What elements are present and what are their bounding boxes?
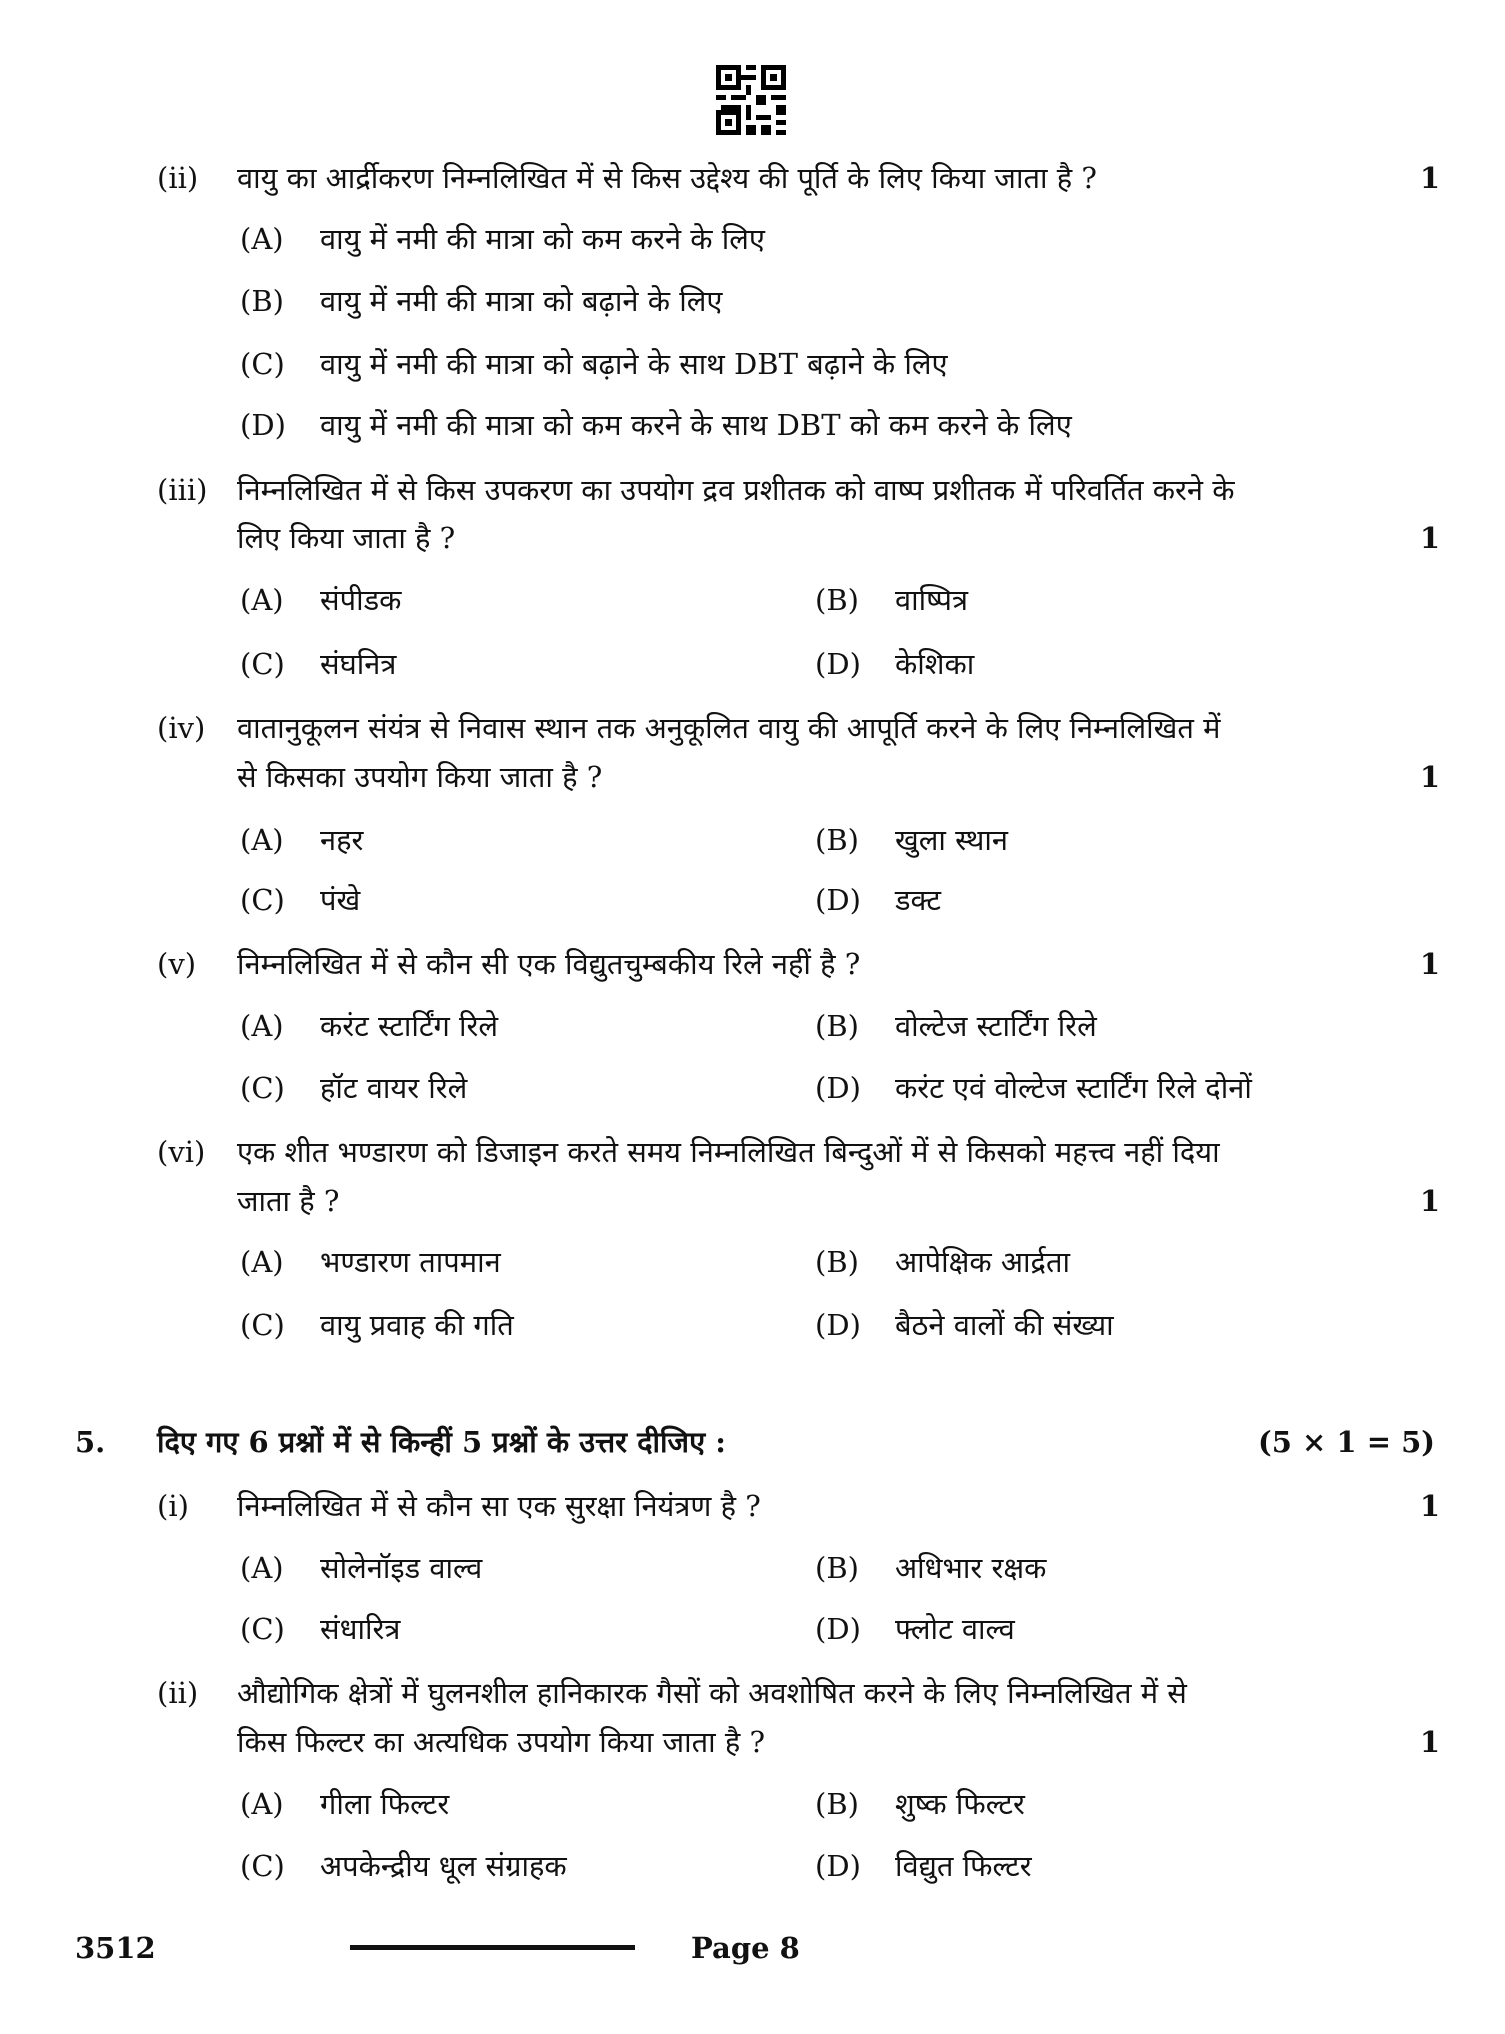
question-text: किस फिल्टर का अत्यधिक उपयोग किया जाता है ? — [237, 1725, 766, 1759]
option-text: बैठने वालों की संख्या — [895, 1308, 1114, 1342]
question-text: वातानुकूलन संयंत्र से निवास स्थान तक अनुकूलित वायु की आपूर्ति करने के लिए निम्नलिखित में — [237, 711, 1221, 745]
option-label: (B) — [815, 1009, 859, 1043]
option-label: (A) — [240, 1245, 284, 1279]
option-label: (A) — [240, 1009, 284, 1043]
question-marks: 1 — [1419, 1489, 1440, 1523]
option-label: (D) — [815, 647, 861, 681]
qr-code — [716, 64, 786, 136]
option-text: करंट एवं वोल्टेज स्टार्टिंग रिले दोनों — [895, 1071, 1252, 1105]
option-text: डक्ट — [895, 883, 941, 917]
option-text: वायु में नमी की मात्रा को कम करने के साथ DBT को कम करने के लिए — [320, 408, 1072, 442]
option-label: (C) — [240, 1071, 285, 1105]
option-label: (C) — [240, 647, 285, 681]
option-label: (D) — [815, 1612, 861, 1646]
question-marks: 1 — [1419, 521, 1440, 555]
question-marks: 1 — [1419, 1184, 1440, 1218]
option-text: संपीडक — [320, 583, 402, 617]
footer-divider — [350, 1945, 635, 1950]
option-label: (A) — [240, 583, 284, 617]
option-text: नहर — [320, 823, 364, 857]
question-number: (ii) — [157, 161, 199, 195]
option-text: फ्लोट वाल्व — [895, 1612, 1015, 1646]
option-text: शुष्क फिल्टर — [895, 1787, 1025, 1821]
question-marks: 1 — [1419, 1725, 1440, 1759]
option-label: (B) — [815, 583, 859, 617]
option-text: आपेक्षिक आर्द्रता — [895, 1245, 1070, 1279]
option-label: (D) — [815, 883, 861, 917]
option-label: (C) — [240, 1308, 285, 1342]
option-text: खुला स्थान — [895, 823, 1008, 857]
option-label: (A) — [240, 1787, 284, 1821]
option-text: भण्डारण तापमान — [320, 1245, 501, 1279]
option-text: करंट स्टार्टिंग रिले — [320, 1009, 499, 1043]
option-label: (D) — [240, 408, 286, 442]
option-label: (B) — [240, 284, 284, 318]
question-marks: 1 — [1419, 760, 1440, 794]
option-text: हॉट वायर रिले — [320, 1071, 468, 1105]
option-label: (C) — [240, 347, 285, 381]
option-label: (B) — [815, 823, 859, 857]
option-text: केशिका — [895, 647, 975, 681]
question-text: लिए किया जाता है ? — [237, 521, 456, 555]
question-number: (ii) — [157, 1676, 199, 1710]
option-text: वोल्टेज स्टार्टिंग रिले — [895, 1009, 1097, 1043]
question-number: (vi) — [157, 1135, 206, 1169]
question-text: औद्योगिक क्षेत्रों में घुलनशील हानिकारक गैसों को अवशोषित करने के लिए निम्नलिखित में से — [237, 1676, 1187, 1710]
option-label: (D) — [815, 1071, 861, 1105]
option-label: (C) — [240, 883, 285, 917]
option-label: (A) — [240, 1551, 284, 1585]
question-marks: 1 — [1419, 947, 1440, 981]
option-text: संघनित्र — [320, 647, 397, 681]
option-label: (B) — [815, 1551, 859, 1585]
option-text: वायु प्रवाह की गति — [320, 1308, 514, 1342]
option-text: पंखे — [320, 883, 361, 917]
option-label: (D) — [815, 1308, 861, 1342]
question-text: निम्नलिखित में से किस उपकरण का उपयोग द्रव प्रशीतक को वाष्प प्रशीतक में परिवर्तित करने के — [237, 473, 1235, 507]
question-text: जाता है ? — [237, 1184, 340, 1218]
question-text: एक शीत भण्डारण को डिजाइन करते समय निम्नलिखित बिन्दुओं में से किसको महत्त्व नहीं दिया — [237, 1135, 1220, 1169]
question-text: निम्नलिखित में से कौन सी एक विद्युतचुम्बकीय रिले नहीं है ? — [237, 947, 861, 981]
option-label: (D) — [815, 1849, 861, 1883]
question-number: (i) — [157, 1489, 189, 1523]
option-text: विद्युत फिल्टर — [895, 1849, 1032, 1883]
option-text: संधारित्र — [320, 1612, 401, 1646]
question-text: निम्नलिखित में से कौन सा एक सुरक्षा नियंत्रण है ? — [237, 1489, 761, 1523]
question-number: (v) — [157, 947, 197, 981]
option-label: (C) — [240, 1849, 285, 1883]
page-number: Page 8 — [691, 1931, 800, 1965]
section-number: 5. — [75, 1425, 106, 1459]
question-text: वायु का आर्द्रीकरण निम्नलिखित में से किस उद्देश्य की पूर्ति के लिए किया जाता है ? — [237, 161, 1097, 195]
question-text: से किसका उपयोग किया जाता है ? — [237, 760, 603, 794]
option-text: गीला फिल्टर — [320, 1787, 450, 1821]
section-marks: (5 × 1 = 5) — [1258, 1425, 1435, 1459]
paper-code: 3512 — [75, 1931, 156, 1965]
option-label: (B) — [815, 1245, 859, 1279]
question-marks: 1 — [1419, 161, 1440, 195]
option-text: अधिभार रक्षक — [895, 1551, 1047, 1585]
option-text: वायु में नमी की मात्रा को बढ़ाने के साथ DBT बढ़ाने के लिए — [320, 347, 948, 381]
question-number: (iii) — [157, 473, 208, 507]
option-text: अपकेन्द्रीय धूल संग्राहक — [320, 1849, 567, 1883]
option-label: (B) — [815, 1787, 859, 1821]
option-label: (C) — [240, 1612, 285, 1646]
option-text: वायु में नमी की मात्रा को कम करने के लिए — [320, 222, 765, 256]
option-text: वायु में नमी की मात्रा को बढ़ाने के लिए — [320, 284, 723, 318]
option-text: वाष्पित्र — [895, 583, 968, 617]
option-label: (A) — [240, 823, 284, 857]
option-text: सोलेनॉइड वाल्व — [320, 1551, 483, 1585]
option-label: (A) — [240, 222, 284, 256]
section-heading: दिए गए 6 प्रश्नों में से किन्हीं 5 प्रश्नों के उत्तर दीजिए : — [157, 1425, 726, 1459]
question-number: (iv) — [157, 711, 206, 745]
